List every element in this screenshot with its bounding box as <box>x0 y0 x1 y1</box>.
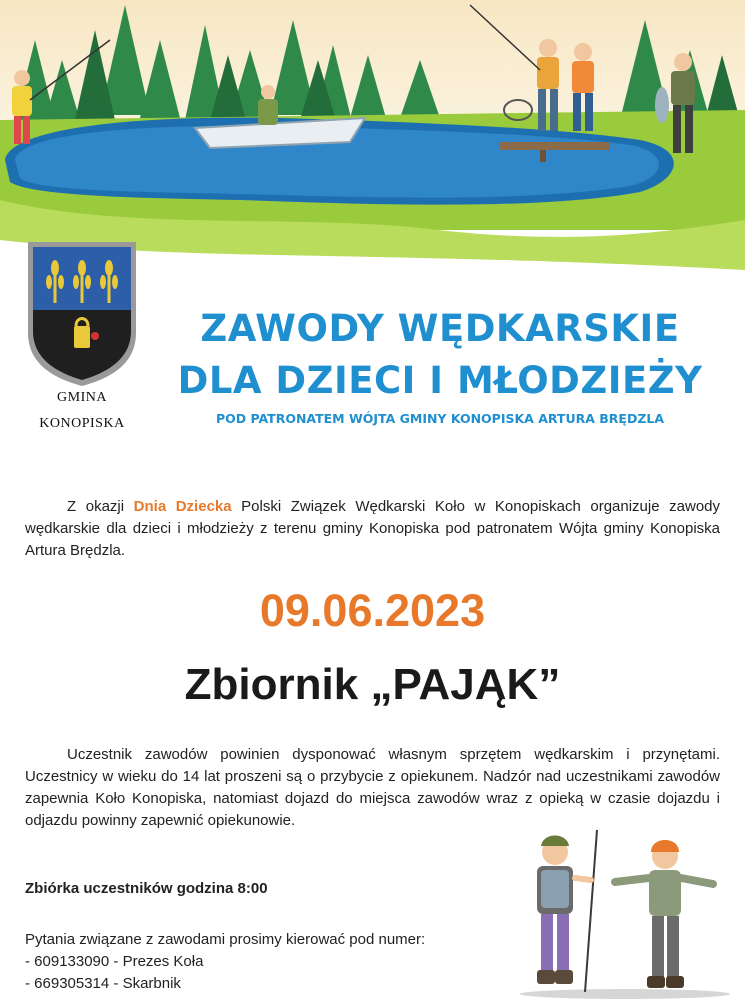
patronage-subtitle: POD PATRONATEM WÓJTA GMINY KONOPISKA ARTURA BRĘDZLA <box>215 411 665 426</box>
contact-info <box>25 929 425 995</box>
intro-text-start: Z okazji <box>67 498 134 515</box>
emblem-caption-line2: KONOPISKA <box>39 416 125 431</box>
event-title-line1: ZAWODY WĘDKARSKIE <box>200 307 680 350</box>
event-venue: Zbiornik „PAJĄK” <box>184 660 561 709</box>
event-date: 09.06.2023 <box>259 585 486 636</box>
young-anglers-illustration <box>515 820 740 1000</box>
contact-phone-treasurer: - 669305314 - Skarbnik <box>25 975 181 992</box>
gmina-konopiska-coat-of-arms <box>22 238 142 438</box>
childrens-day-highlight: Dnia Dziecka <box>133 498 232 515</box>
event-title-line2: DLA DZIECI I MŁODZIEŻY <box>177 359 703 402</box>
emblem-caption-line1: GMINA <box>57 390 107 405</box>
intro-text-end: Polski Związek Wędkarski Koło w Konopiskach organizuje zawody wędkarskie dla dzieci i młodzieży z terenu gminy Konopiska pod patronatem Wójta gminy Konopiska Artura Brędzla. <box>25 498 720 559</box>
intro-paragraph <box>25 496 720 562</box>
contact-phone-president: - 609133090 - Prezes Koła <box>25 953 204 970</box>
gathering-time: Zbiórka uczestników godzina 8:00 <box>25 880 268 897</box>
details-paragraph <box>25 744 720 832</box>
contact-intro: Pytania związane z zawodami prosimy kierować pod numer: <box>25 931 426 948</box>
details-text: Uczestnik zawodów powinien dysponować własnym sprzętem wędkarskim i przynętami. Uczestnicy w wieku do 14 lat proszeni są o przybycie z opiekunem. Nadzór nad uczestnikami zawodów zapewnia Koło Konopiska, natomiast dojazd do miejsca zawodów wraz z opieką w czasie dojazdu i odjazdu powinny zapewnić opiekunowie. <box>25 746 720 829</box>
